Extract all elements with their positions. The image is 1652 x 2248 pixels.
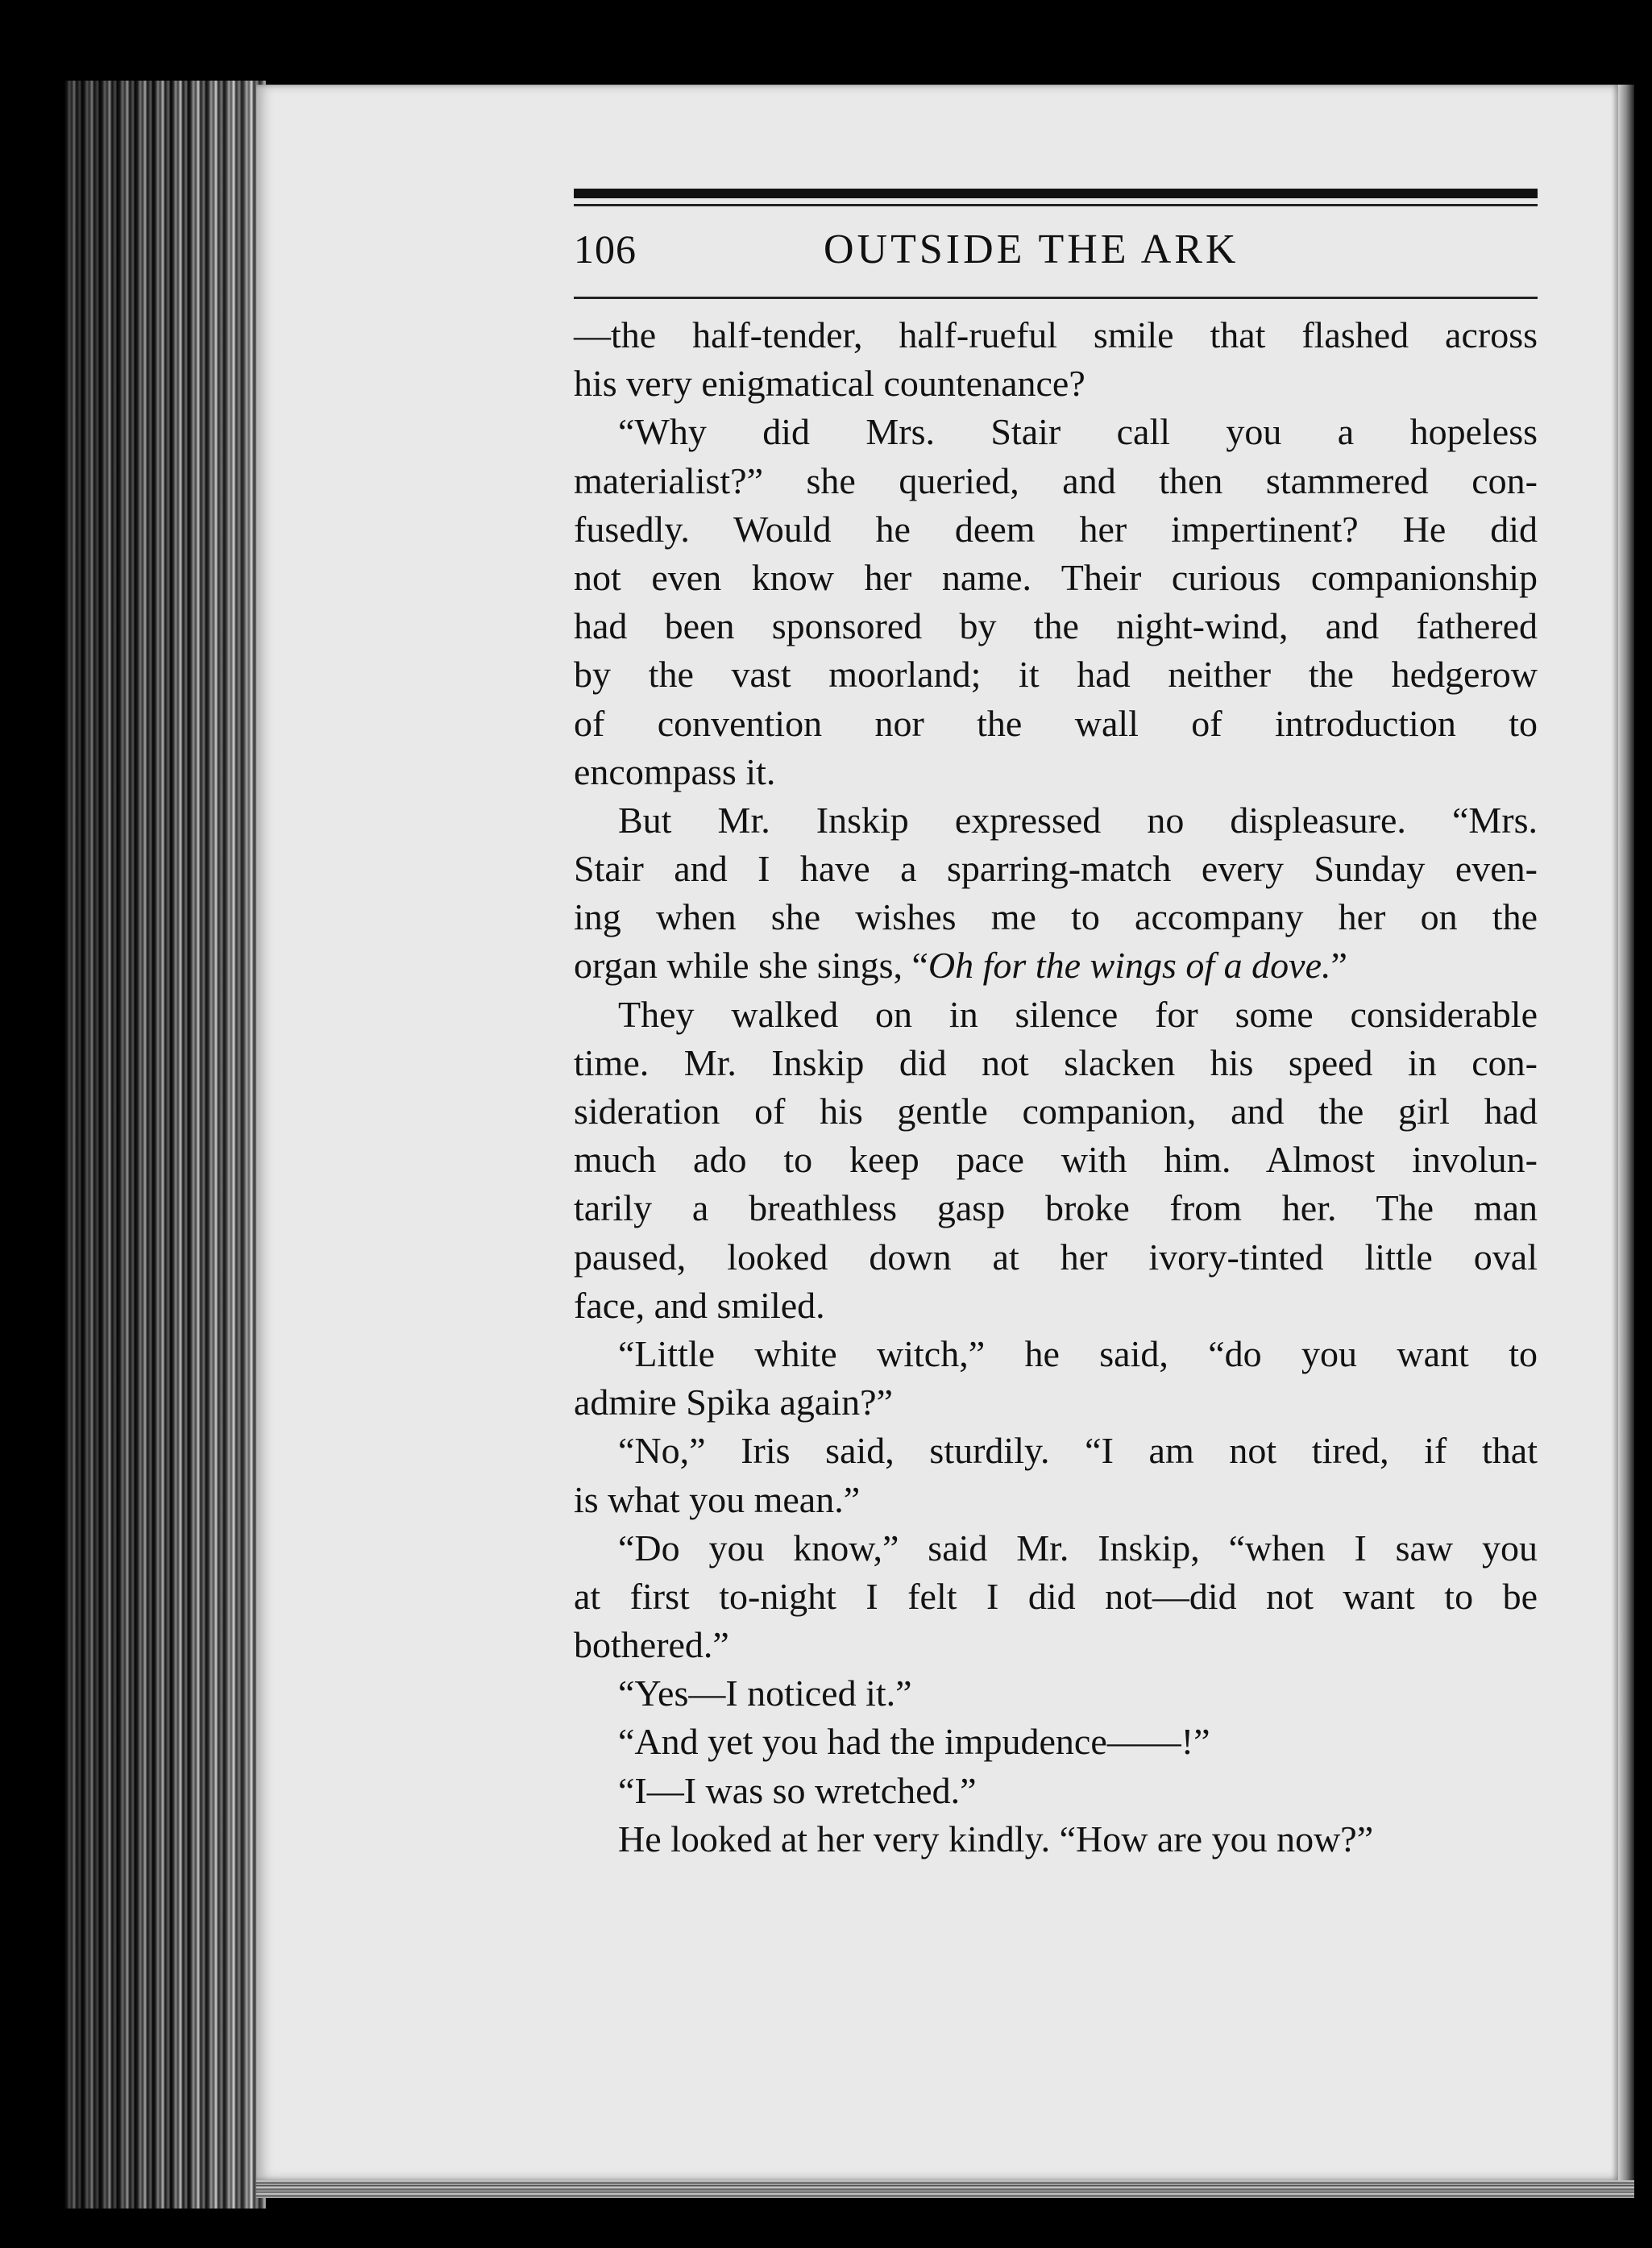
text-line: “And yet you had the impudence——!”	[618, 1721, 1210, 1763]
text-line: “Do you know,” said Mr. Inskip, “when I saw you	[618, 1527, 1538, 1569]
header-rule-thin	[574, 204, 1538, 206]
text-line: face, and smiled.	[574, 1284, 825, 1326]
text-line: had been sponsored by the night-wind, and fathered	[574, 605, 1538, 647]
text-line: of convention nor the wall of introduction to	[574, 702, 1538, 744]
text-line: not even know her name. Their curious companionship	[574, 556, 1538, 598]
running-header	[574, 226, 1538, 282]
text-line: at first to-night I felt I did not—did not want to be	[574, 1575, 1538, 1617]
text-line: “Why did Mrs. Stair call you a hopeless	[618, 411, 1538, 453]
text-line: his very enigmatical countenance?	[574, 363, 1085, 405]
text-line: fusedly. Would he deem her impertinent? He did	[574, 508, 1538, 550]
text-line: He looked at her very kindly. “How are you now?”	[618, 1818, 1374, 1859]
text-line: “Yes—I noticed it.”	[618, 1672, 912, 1714]
text-line: ing when she wishes me to accompany her on the	[574, 896, 1538, 938]
text-line: tarily a breathless gasp broke from her. The man	[574, 1187, 1538, 1229]
text-line: “I—I was so wretched.”	[618, 1769, 977, 1811]
text-line: paused, looked down at her ivory-tinted little oval	[574, 1236, 1538, 1278]
text-line: encompass it.	[574, 750, 776, 792]
body-text	[574, 311, 1538, 1864]
text-line: bothered.”	[574, 1624, 729, 1666]
text-line: by the vast moorland; it had neither the hedgerow	[574, 654, 1538, 696]
text-line: “Little white witch,” he said, “do you want to	[618, 1332, 1538, 1374]
text-line: —the half-tender, half-rueful smile that flashed across	[574, 314, 1538, 355]
text-segment: organ while she sings, “	[574, 945, 928, 987]
text-line: admire Spika again?”	[574, 1382, 893, 1423]
text-line: materialist?” she queried, and then stammered con-	[574, 459, 1538, 501]
header-rule-bottom	[574, 297, 1538, 299]
text-segment: ”	[1330, 945, 1347, 987]
page-number: 106	[574, 226, 637, 272]
text-line: But Mr. Inskip expressed no displeasure. “Mrs.	[618, 799, 1538, 841]
text-line: sideration of his gentle companion, and the girl had	[574, 1091, 1538, 1132]
spine-shadow	[64, 81, 266, 2209]
text-line: time. Mr. Inskip did not slacken his speed in con-	[574, 1041, 1538, 1083]
text-line: They walked on in silence for some considerable	[618, 993, 1538, 1035]
text-line: is what you mean.”	[574, 1478, 861, 1520]
text-line: “No,” Iris said, sturdily. “I am not tired, if that	[618, 1430, 1538, 1472]
italic-song-title: Oh for the wings of a dove.	[928, 945, 1331, 987]
running-title: OUTSIDE THE ARK	[824, 226, 1239, 272]
page-right-edge	[1618, 85, 1634, 2180]
page-bottom-edge	[256, 2180, 1634, 2198]
text-line: much ado to keep pace with him. Almost involun-	[574, 1139, 1538, 1181]
text-line: Stair and I have a sparring-match every Sunday even-	[574, 848, 1538, 890]
header-rule-thick	[574, 189, 1538, 198]
text-line-with-italic	[574, 941, 1538, 990]
